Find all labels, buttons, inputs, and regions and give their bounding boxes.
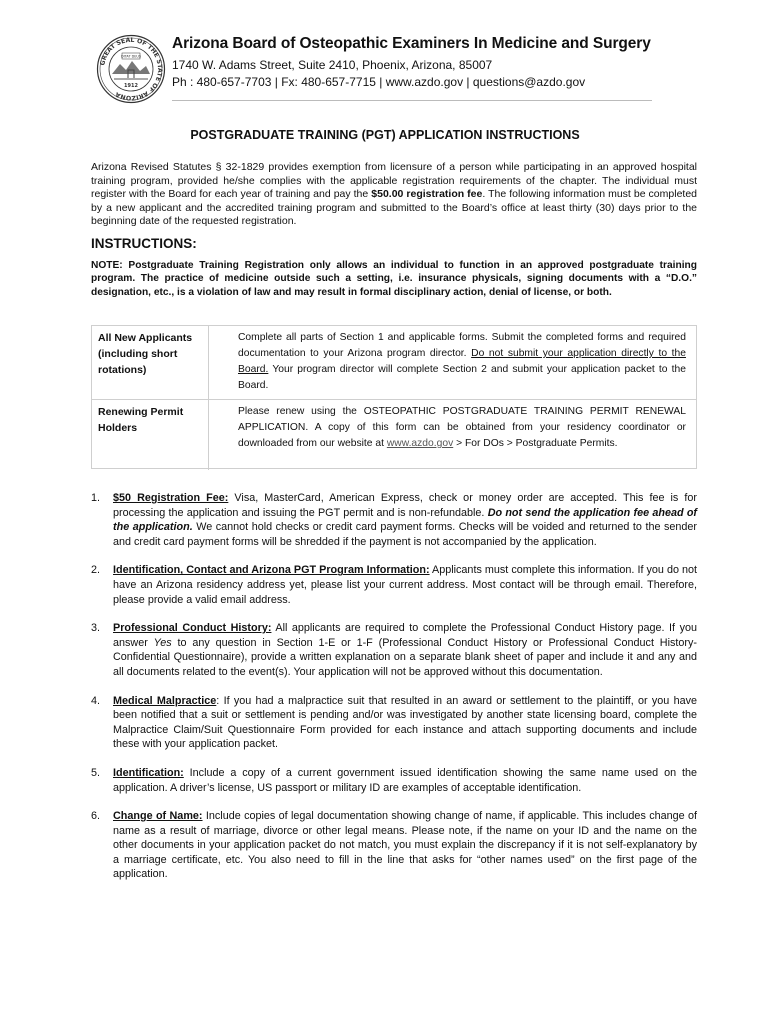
list-item: 5. Identification: Include a copy of a current government issued identification showing the same name used on the application. A driver’s license, US passport or military ID are examples of acceptable identification. <box>91 766 697 794</box>
applicant-type-table <box>91 325 697 469</box>
item-title: Medical Malpractice <box>113 694 217 707</box>
list-item: 1. $50 Registration Fee: Visa, MasterCard, American Express, check or money order are accepted. This fee is for processing the application and issuing the PGT permit and is non-refundable. Do not send the application fee ahead of the application. We cannot hold checks or credit card payment forms. Checks will be voided and returned to the sender and credit card payment forms will be shredded if the payment is not accompanied by the application. <box>91 492 698 548</box>
item-title: Professional Conduct History: <box>113 622 272 635</box>
item-title: Change of Name: <box>113 810 203 823</box>
instructions-heading: INSTRUCTIONS: <box>91 236 197 251</box>
intro-text-before: Arizona Revised Statutes § 32-1829 provides exemption from licensure of a person while participating in an approved hospital training program, provided he/she complies with the applicable registration requirements of the chapter. The individual must register with the Board for each year of training and pay the <box>91 161 697 201</box>
item-title: Identification: <box>113 766 184 779</box>
intro-paragraph <box>91 161 697 229</box>
org-name: Arizona Board of Osteopathic Examiners In Medicine and Surgery <box>172 35 651 52</box>
instructions-list <box>91 491 697 896</box>
table-row <box>92 400 696 470</box>
intro-text-after: . The following information must be completed by a new applicant and the accredited training program and submitted to the Board’s office at least thirty (30) days prior to the beginning date of the requested registration. <box>91 188 698 228</box>
seal-motto: DITAT DEUS <box>120 54 142 59</box>
page-title: POSTGRADUATE TRAINING (PGT) APPLICATION INSTRUCTIONS <box>190 128 580 142</box>
list-item: 3. Professional Conduct History: All applicants are required to complete the Professional Conduct History page. If you answer Yes to any question in Section 1-E or 1-F (Professional Conduct History or Professional Conduct History-Confidential Questionnaire), provide a written explanation on a separate blank sheet of paper and include it and any and all documents related to the event(s). Your application will not be approved without this documentation. <box>91 622 697 678</box>
row-text-new-applicants: Complete all parts of Section 1 and applicable forms. Submit the completed forms and required documentation to your Arizona program director. Do not submit your application directly to the Board. Your program director will complete Section 2 and submit your application packet to the Board. <box>238 332 686 391</box>
seal-year: 1912 <box>124 83 138 89</box>
header-divider <box>172 100 652 101</box>
do-not-submit-text: Do not submit your application directly to the Board. <box>238 348 686 375</box>
row-label-renewing: Renewing Permit Holders <box>92 400 209 470</box>
item-title: $50 Registration Fee: <box>113 492 229 504</box>
arizona-state-seal <box>96 34 166 104</box>
website-link[interactable]: www.azdo.gov <box>386 438 454 449</box>
letterhead <box>172 34 662 91</box>
seal-ring-text: GREAT SEAL OF THE STATE OF ARIZONA <box>99 36 164 102</box>
table-row <box>92 326 696 400</box>
list-item: 4. Medical Malpractice: If you had a malpractice suit that resulted in an award or settlement to the plaintiff, or you have been notified that a suit or settlement is pending and/or was investigated by another state licensing board, complete the Malpractice Claim/Suit Questionnaire Form provided for each instance and attach supporting documents and include these with your application packet. <box>91 694 697 751</box>
list-item: 6. Change of Name: Include copies of legal documentation showing change of name, if applicable. This includes change of name as a result of marriage, divorce or other legal means. Please note, if the name on your ID and the name on the other documents in your application packet do not match, you must explain the discrepancy if it is not self-explanatory by a marriage certificate, etc. You also need to fill in the line that asks for “other names used” on the first page of the application. <box>91 810 697 881</box>
row-text-renewing: Please renew using the OSTEOPATHIC POSTGRADUATE TRAINING PERMIT RENEWAL APPLICATION. A copy of this form can be obtained from your residency coordinator or downloaded from our website at www.azdo.gov > For DOs > Postgraduate Permits. <box>238 406 686 449</box>
list-item: 2. Identification, Contact and Arizona PGT Program Information: Applicants must complete this information. If you do not have an Arizona residency address yet, please list your current address. Most contact will be through email. Therefore, please provide a valid email address. <box>91 564 698 606</box>
intro-fee: $50.00 registration fee <box>371 188 483 201</box>
note-paragraph: NOTE: Postgraduate Training Registration only allows an individual to function in an approved postgraduate training program. The practice of medicine outside such a setting, i.e. insurance physicals, signing documents with a “D.O.” designation, etc., is a violation of law and may result in formal disciplinary action, denial of license, or both. <box>91 260 697 298</box>
org-address: 1740 W. Adams Street, Suite 2410, Phoenix, Arizona, 85007 <box>172 58 493 72</box>
org-contact: Ph : 480-657-7703 | Fx: 480-657-7715 | www.azdo.gov | questions@azdo.gov <box>172 75 586 89</box>
item-title: Identification, Contact and Arizona PGT Program Information: <box>113 564 430 577</box>
row-label-new-applicants: All New Applicants (including short rotations) <box>92 326 209 399</box>
